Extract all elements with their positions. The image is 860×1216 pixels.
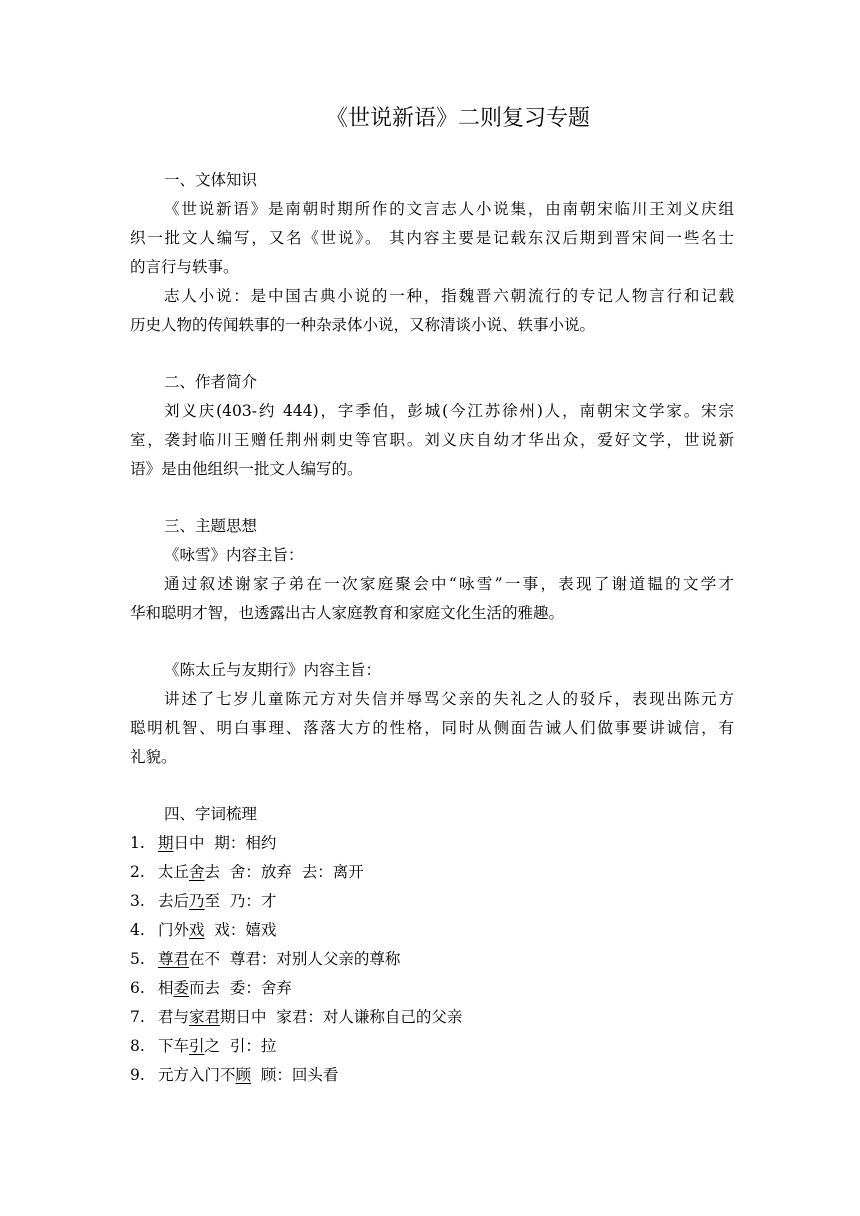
item-number: 7. [130,1008,145,1026]
gloss: 委：舍弃 [229,979,292,997]
subheading-chentaiqiu: 《陈太丘与友期行》内容主旨： [164,661,382,679]
phrase-post: 日中 [173,834,205,852]
phrase-pre: 君与 [158,1008,190,1026]
phrase-post: 而去 [189,979,221,997]
gloss: 引：拉 [229,1037,277,1055]
item-number: 2. [130,863,145,881]
paragraph-line: 历史人物的传闻轶事的一种杂录体小说，又称清谈小说、轶事小说。 [130,316,596,334]
phrase-pre: 元方入门不 [158,1066,236,1084]
section-heading-theme: 三、主题思想 [164,517,258,535]
paragraph-line: 的言行与轶事。 [130,258,239,276]
phrase-pre: 下车 [158,1037,190,1055]
phrase-post: 去 [204,863,221,881]
subheading-yongxue: 《咏雪》内容主旨： [164,546,304,564]
key-word: 戏 [189,921,205,939]
vocab-item [130,1006,734,1028]
paragraph-line: 室，袭封临川王赠任荆州刺史等官职。刘义庆自幼才华出众，爱好文学，世说新 [130,431,734,449]
gloss: 乃：才 [229,892,277,910]
phrase-pre: 去后 [158,892,190,910]
section-heading-vocab: 四、字词梳理 [164,805,258,823]
item-number: 1. [130,834,145,852]
gloss: 家君：对人谦称自己的父亲 [276,1008,463,1026]
phrase-post: 至 [204,892,221,910]
gloss: 尊君：对别人父亲的尊称 [229,950,401,968]
paragraph-line: 聪明机智、明白事理、落落大方的性格，同时从侧面告诫人们做事要讲诚信，有 [130,719,734,737]
key-word: 乃 [189,892,205,910]
vocab-item [130,832,734,854]
document-title: 《世说新语》二则复习专题 [325,106,590,131]
phrase-pre: 太丘 [158,863,190,881]
phrase-post: 在不 [189,950,221,968]
item-number: 5. [130,950,145,968]
phrase-pre: 相 [158,979,174,997]
vocab-item [130,948,734,970]
paragraph-line: 刘义庆(403-约 444)，字季伯，彭城(今江苏徐州)人，南朝宋文学家。宋宗 [164,402,734,420]
item-number: 4. [130,921,145,939]
key-word: 引 [189,1037,205,1055]
key-word: 尊君 [158,950,190,968]
key-word: 舍 [189,863,205,881]
item-number: 8. [130,1037,145,1055]
gloss: 顾：回头看 [260,1066,339,1084]
gloss: 舍：放弃 去：离开 [229,863,364,881]
vocab-item [130,890,734,912]
paragraph-line: 讲述了七岁儿童陈元方对失信并辱骂父亲的失礼之人的驳斥，表现出陈元方 [164,690,734,708]
paragraph-line: 《世说新语》是南朝时期所作的文言志人小说集，由南朝宋临川王刘义庆组 [164,200,734,218]
phrase-pre: 门外 [158,921,190,939]
phrase-post: 之 [204,1037,221,1055]
vocab-item [130,977,734,999]
paragraph-line: 志人小说：是中国古典小说的一种，指魏晋六朝流行的专记人物言行和记载 [164,287,734,305]
vocab-item [130,919,734,941]
paragraph-line: 语》是由他组织一批文人编写的。 [130,460,363,478]
key-word: 家君 [189,1008,221,1026]
paragraph-line: 华和聪明才智，也透露出古人家庭教育和家庭文化生活的雅趣。 [130,604,565,622]
paragraph-line: 礼貌。 [130,748,177,766]
phrase-post: 期日中 [220,1008,267,1026]
section-heading-genre: 一、文体知识 [164,171,258,189]
key-word: 顾 [235,1066,252,1084]
item-number: 6. [130,979,145,997]
gloss: 戏：嬉戏 [214,921,277,939]
vocab-item [130,1035,734,1057]
item-number: 3. [130,892,145,910]
gloss: 期：相约 [214,834,277,852]
section-heading-author: 二、作者简介 [164,373,258,391]
paragraph-line: 通过叙述谢家子弟在一次家庭聚会中“咏雪”一事，表现了谢道韫的文学才 [164,575,734,593]
key-word: 委 [173,979,190,997]
item-number: 9. [130,1066,145,1084]
key-word: 期 [158,834,174,852]
vocab-item [130,861,734,883]
paragraph-line: 织一批文人编写，又名《世说》。 其内容主要是记载东汉后期到晋宋间一些名士 [130,229,734,247]
vocab-item [130,1064,734,1086]
